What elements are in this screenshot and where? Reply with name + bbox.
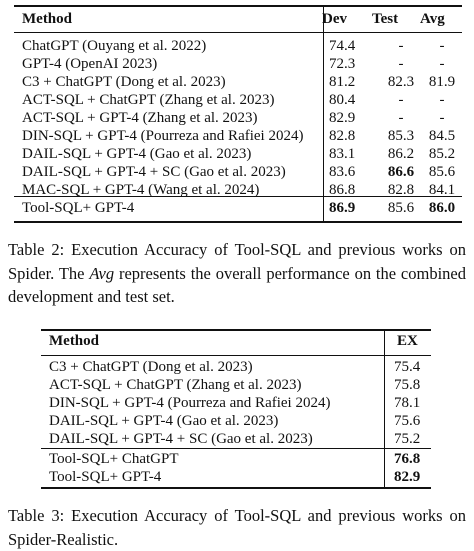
table2-dev-cell: 82.8: [329, 128, 356, 144]
table2-avg-cell: 85.2: [428, 146, 456, 162]
table2-avg-cell: -: [439, 110, 445, 126]
table3-body: [49, 358, 428, 448]
table3-method-cell: ACT-SQL + ChatGPT (Zhang et al. 2023): [49, 377, 302, 393]
table3-caption: Table 3: Execution Accuracy of Tool-SQL and previous works on Spider-Realistic.: [8, 506, 466, 549]
table2-avg-cell: -: [439, 92, 445, 108]
table2-method-cell: C3 + ChatGPT (Dong et al. 2023): [22, 74, 226, 90]
table2-method-cell: DAIL-SQL + GPT-4 (Gao et al. 2023): [22, 146, 252, 162]
table3-ex-cell: 75.2: [394, 431, 421, 447]
table2-header-test: Test: [372, 11, 399, 27]
table2-header-avg: Avg: [420, 11, 445, 27]
table2-method-cell: MAC-SQL + GPT-4 (Wang et al. 2024): [22, 182, 260, 198]
table2-test-cell: -: [398, 110, 404, 126]
table3-header-ex: EX: [397, 333, 418, 349]
table2-dev-cell: 83.6: [329, 164, 356, 180]
table-row: [22, 199, 459, 217]
table-row: [22, 163, 459, 181]
table2-method-cell: ACT-SQL + ChatGPT (Zhang et al. 2023): [22, 92, 275, 108]
table-row: [49, 394, 428, 412]
table2-caption-emphasis: Avg: [89, 263, 115, 283]
table-row: [49, 430, 428, 448]
table2-avg-cell: -: [439, 38, 445, 54]
table3-method-cell: DAIL-SQL + GPT-4 (Gao et al. 2023): [49, 413, 279, 429]
table2-body: [22, 37, 459, 199]
table3-header: [49, 332, 427, 350]
table2-avg-cell: 81.9: [428, 74, 456, 90]
table2-final: [22, 199, 459, 217]
table2-dev-cell: 83.1: [329, 146, 356, 162]
table3-final-rule: [41, 448, 431, 449]
table3-header-method: Method: [49, 333, 99, 349]
table2-test-cell: 82.8: [387, 182, 415, 198]
table2-dev-cell: 86.9: [329, 200, 356, 216]
table3-final: [49, 450, 428, 486]
table3-ex-cell: 82.9: [394, 469, 421, 485]
table2-method-cell: Tool-SQL+ GPT-4: [22, 200, 135, 216]
table2-dev-cell: 80.4: [329, 92, 356, 108]
table3-ex-cell: 75.8: [394, 377, 421, 393]
table2-dev-cell: 72.3: [329, 56, 356, 72]
table-row: [22, 55, 459, 73]
table-row: [22, 37, 459, 55]
table2-top-rule: [14, 5, 462, 7]
table-row: [22, 91, 459, 109]
table2-method-cell: DIN-SQL + GPT-4 (Pourreza and Rafiei 2024): [22, 128, 304, 144]
table-row: [22, 109, 459, 127]
table-row: [22, 145, 459, 163]
table-row: [49, 468, 428, 486]
table3-bottom-rule: [41, 487, 431, 489]
table2-method-cell: DAIL-SQL + GPT-4 + SC (Gao et al. 2023): [22, 164, 286, 180]
table3-method-cell: C3 + ChatGPT (Dong et al. 2023): [49, 359, 253, 375]
table2-avg-cell: 84.5: [428, 128, 456, 144]
table-row: [49, 412, 428, 430]
table3-ex-cell: 75.6: [394, 413, 421, 429]
table3-method-cell: DAIL-SQL + GPT-4 + SC (Gao et al. 2023): [49, 431, 313, 447]
table-row: [22, 127, 459, 145]
table2-test-cell: 85.3: [387, 128, 415, 144]
table2-test-cell: -: [398, 38, 404, 54]
table2-method-cell: ChatGPT (Ouyang et al. 2022): [22, 38, 207, 54]
table2-test-cell: 86.2: [387, 146, 415, 162]
table-row: [49, 358, 428, 376]
table2-test-cell: -: [398, 56, 404, 72]
table2-header-dev: Dev: [322, 11, 347, 27]
table2-test-cell: 86.6: [387, 164, 415, 180]
table2-dev-cell: 82.9: [329, 110, 356, 126]
table3-header-rule: [41, 355, 431, 356]
table3-method-cell: Tool-SQL+ ChatGPT: [49, 451, 179, 467]
table3-top-rule: [41, 329, 431, 331]
table2-avg-cell: 86.0: [428, 200, 456, 216]
table3-ex-cell: 75.4: [394, 359, 421, 375]
table2-bottom-rule: [14, 221, 462, 223]
table2-caption-start: Table 2: Execution Accuracy of Tool-SQL and previous works on Spider. The: [8, 240, 466, 283]
table2-test-cell: -: [398, 92, 404, 108]
table2-header-rule: [14, 32, 462, 33]
table2-header-method: Method: [22, 11, 72, 27]
table2-dev-cell: 86.8: [329, 182, 356, 198]
table2-dev-cell: 81.2: [329, 74, 356, 90]
table2-final-rule: [14, 196, 462, 197]
table3-ex-cell: 78.1: [394, 395, 421, 411]
table2-method-cell: ACT-SQL + GPT-4 (Zhang et al. 2023): [22, 110, 258, 126]
table2-caption: [8, 238, 466, 309]
table2-method-cell: GPT-4 (OpenAI 2023): [22, 56, 158, 72]
table2-caption-end: represents the overall performance on the combined development and test set.: [8, 263, 466, 306]
table-row: [22, 73, 459, 91]
table-row: [49, 376, 428, 394]
table2-avg-cell: -: [439, 56, 445, 72]
table2-header: [22, 10, 455, 28]
table-row: [49, 450, 428, 468]
table2-dev-cell: 74.4: [329, 38, 356, 54]
table2-avg-cell: 84.1: [428, 182, 456, 198]
table2-test-cell: 85.6: [387, 200, 415, 216]
table3-method-cell: DIN-SQL + GPT-4 (Pourreza and Rafiei 2024): [49, 395, 331, 411]
table3-method-cell: Tool-SQL+ GPT-4: [49, 469, 162, 485]
table3-ex-cell: 76.8: [394, 451, 421, 467]
table2-test-cell: 82.3: [387, 74, 415, 90]
table2-avg-cell: 85.6: [428, 164, 456, 180]
